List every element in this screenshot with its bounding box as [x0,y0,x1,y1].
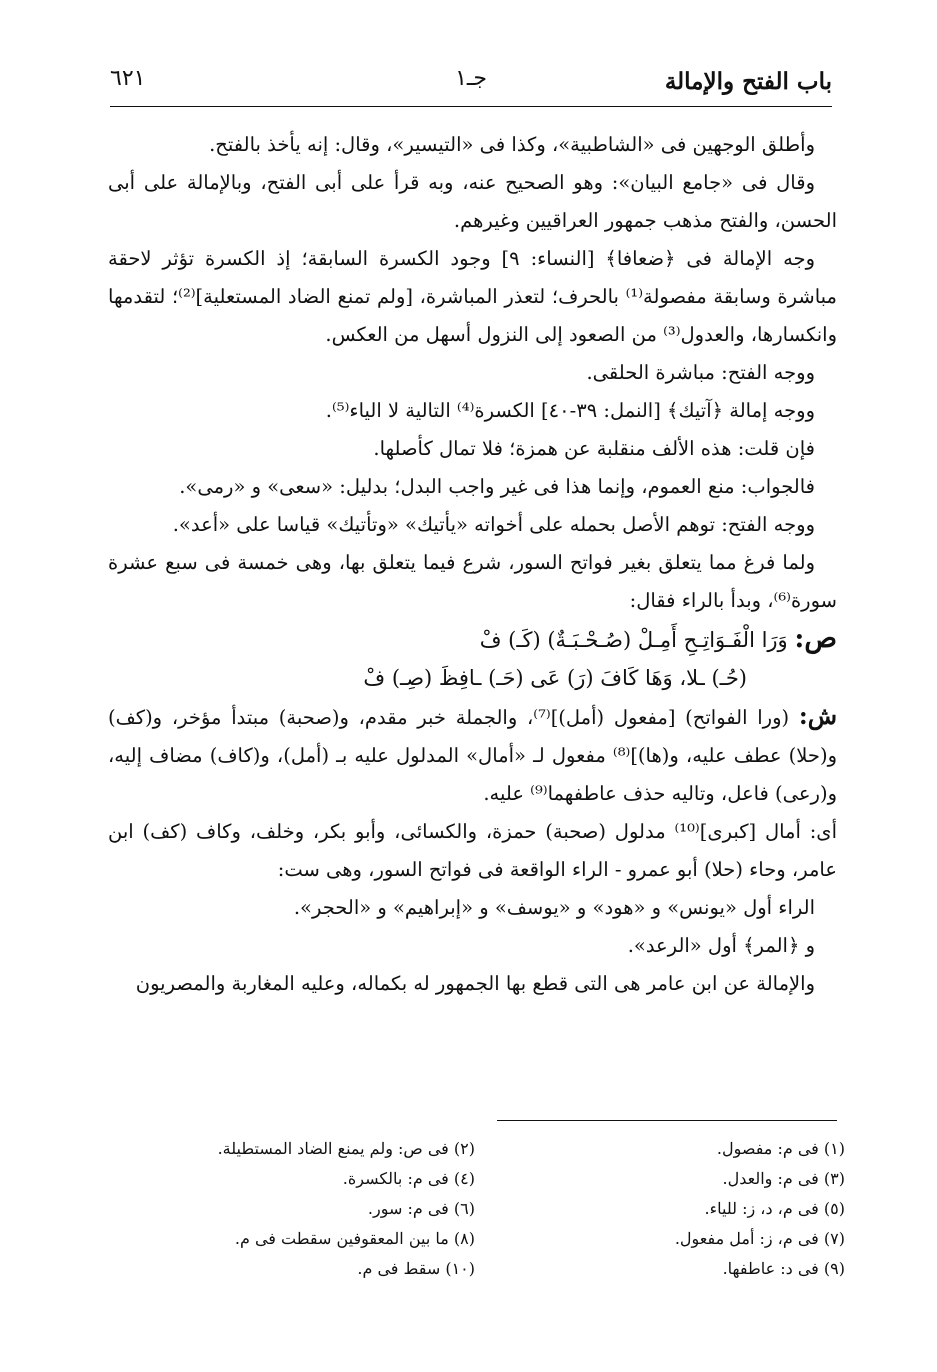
footnote: (٥) فى م، د، ز: للياء. [704,1199,845,1218]
paragraph: و ﴿المر﴾ أول «الرعد». [627,934,815,957]
paragraph: ووجه الفتح: مباشرة الحلقى. [586,361,815,384]
footnote: (١) فى م: مفصول. [716,1139,845,1158]
volume-label: جـ١ [455,66,487,91]
footnote: (٧) فى م، ز: أمل مفعول. [674,1229,845,1248]
paragraph: وأطلق الوجهين فى «الشاطبية»، وكذا فى «التيسير»، وقال: إنه يأخذ بالفتح. [209,133,815,156]
footnote: (١٠) سقط فى م. [357,1259,475,1278]
paragraph: وقال فى «جامع البيان»: وهو الصحيح عنه، وبه قرأ على أبى الفتح، وبالإمالة على أبى الحسن، والفتح مذهب جمهور العراقيين وغيرهم. [108,171,837,232]
paragraph: وجه الإمالة فى ﴿ضعافا﴾ [النساء: ٩] وجود الكسرة السابقة؛ إذ الكسرة تؤثر لاحقة مباشرة وسابقة مفصولة⁽¹⁾ بالحرف؛ لتعذر المباشرة، [ولم تمنع الضاد المستعلية]⁽²⁾؛ لتقدمها وانكسارها، والعدول⁽³⁾ من الصعود إلى النزول أسهل من العكس. [108,247,837,346]
paragraph: ووجه الفتح: توهم الأصل بحمله على أخواته «يأتيك» «وتأتيك» قياسا على «أعد». [172,513,815,536]
footnote-rule [497,1120,837,1121]
main-text [108,126,837,1003]
footnotes-column-left [135,1134,475,1284]
chapter-title: باب الفتح والإمالة [664,68,832,95]
footnote: (٩) فى د: عاطفها. [722,1259,845,1278]
footnotes-column-right [505,1134,845,1284]
verse-line-2: (حُـ) ـلا، وَهَا كَافَ (رَ) عَى (حَـ) ـافِظَ (صِـ) فْ [363,666,747,690]
header-rule [110,106,832,107]
paragraph: فالجواب: منع العموم، وإنما هذا فى غير واجب البدل؛ بدليل: «سعى» و «رمى». [179,475,815,498]
commentary-marker: ش: [798,701,837,730]
verse-marker: ص: [794,623,837,654]
commentary-text: (ورا الفواتح) [مفعول (أمل)]⁽⁷⁾، والجملة خبر مقدم، و(صحبة) مبتدأ مؤخر، و(كف) و(حلا) عطف عليه، و(ها)]⁽⁸⁾ مفعول لـ «أمال» المدلول عليه بـ (أمل)، و(كاف) مضاف إليه، و(رعى) فاعل، وتاليه حذف عاطفهما⁽⁹⁾ عليه. [108,706,837,805]
paragraph: أى: أمال [كبرى]⁽¹⁰⁾ مدلول (صحبة) حمزة، والكسائى، وأبو بكر، وخلف، وكاف (كف) ابن عامر، وحاء (حلا) أبو عمرو - الراء الواقعة فى فواتح السور، وهى ست: [108,820,837,881]
footnote: (٢) فى ص: ولم يمنع الضاد المستطيلة. [217,1139,475,1158]
footnote: (٦) فى م: سور. [367,1199,475,1218]
footnote: (٣) فى م: والعدل. [722,1169,845,1188]
footnote: (٤) فى م: بالكسرة. [342,1169,475,1188]
paragraph: ولما فرغ مما يتعلق بغير فواتح السور، شرع فيما يتعلق بها، وهى خمسة فى سبع عشرة سورة⁽⁶⁾، وبدأ بالراء فقال: [108,551,837,612]
paragraph: والإمالة عن ابن عامر هى التى قطع بها الجمهور له بكماله، وعليه المغاربة والمصريون [135,972,815,995]
page-number: ٦٢١ [110,66,146,91]
paragraph: فإن قلت: هذه الألف منقلبة عن همزة؛ فلا تمال كأصلها. [373,437,815,460]
verse-text-1: وَرَا الْفَـوَاتِـحِ أَمِـلْ (صُـحْـبَـةٌ) (كَـ) فْ [479,628,788,652]
paragraph: الراء أول «يونس» و «هود» و «يوسف» و «إبراهيم» و «الحجر». [293,896,815,919]
paragraph: ووجه إمالة ﴿آتيك﴾ [النمل: ٣٩-٤٠] الكسرة⁽⁴⁾ التالية لا الياء⁽⁵⁾. [325,399,815,422]
footnote: (٨) ما بين المعقوفين سقطت فى م. [234,1229,475,1248]
verse-line-1 [108,620,837,659]
running-header [110,60,832,106]
commentary-paragraph [108,697,837,813]
